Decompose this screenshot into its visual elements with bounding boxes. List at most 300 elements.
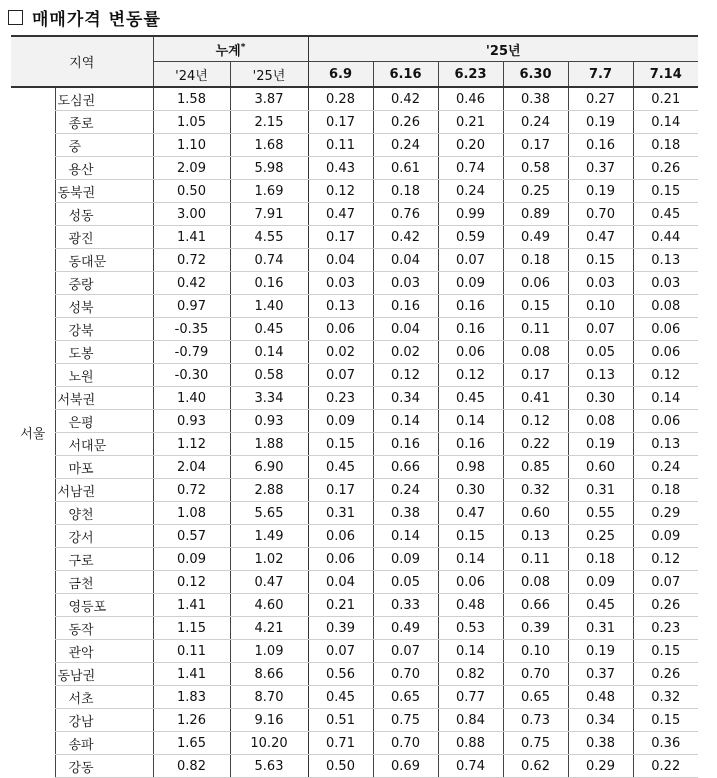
group-name-cell — [55, 663, 153, 686]
value-cell: 0.07 — [308, 640, 373, 663]
value-cell: 0.13 — [633, 249, 698, 272]
table-row — [11, 525, 698, 548]
value-cell: 0.14 — [438, 640, 503, 663]
value-cell: 0.16 — [438, 433, 503, 456]
value-cell: 1.15 — [153, 617, 230, 640]
header-week: 6.16 — [373, 62, 438, 88]
value-cell: 0.16 — [438, 295, 503, 318]
value-cell: 0.51 — [308, 709, 373, 732]
value-cell: 0.16 — [438, 318, 503, 341]
table-row — [11, 226, 698, 249]
value-cell: 0.19 — [568, 640, 633, 663]
value-cell: 0.14 — [633, 387, 698, 410]
district-name-cell — [55, 433, 153, 456]
value-cell: 0.14 — [230, 341, 308, 364]
value-cell: 1.12 — [153, 433, 230, 456]
row-label: 동대문 — [68, 254, 107, 270]
group-name-cell — [55, 180, 153, 203]
value-cell: 0.11 — [153, 640, 230, 663]
value-cell: 0.30 — [438, 479, 503, 502]
value-cell: 0.57 — [153, 525, 230, 548]
title-row — [8, 4, 161, 30]
value-cell: 0.42 — [373, 226, 438, 249]
header-region: 지역 — [11, 36, 153, 87]
value-cell: 0.06 — [308, 318, 373, 341]
value-cell: 0.26 — [373, 111, 438, 134]
row-label: 강서 — [68, 530, 94, 546]
value-cell: 0.11 — [503, 548, 568, 571]
row-label: 용산 — [68, 162, 94, 178]
value-cell: 0.13 — [503, 525, 568, 548]
row-label: 금천 — [68, 576, 94, 592]
value-cell: 0.26 — [633, 157, 698, 180]
value-cell: 0.05 — [568, 341, 633, 364]
value-cell: 0.30 — [568, 387, 633, 410]
value-cell: -0.79 — [153, 341, 230, 364]
row-label: 서대문 — [68, 438, 107, 454]
value-cell: 9.16 — [230, 709, 308, 732]
value-cell: 1.83 — [153, 686, 230, 709]
value-cell: 0.55 — [568, 502, 633, 525]
value-cell: 0.89 — [503, 203, 568, 226]
value-cell: 0.71 — [308, 732, 373, 755]
value-cell: 0.36 — [633, 732, 698, 755]
value-cell: 0.14 — [373, 525, 438, 548]
value-cell: 0.09 — [308, 410, 373, 433]
row-label: 구로 — [68, 553, 94, 569]
table-row — [11, 732, 698, 755]
value-cell: 0.88 — [438, 732, 503, 755]
value-cell: 0.06 — [438, 571, 503, 594]
district-name-cell — [55, 203, 153, 226]
value-cell: 0.49 — [373, 617, 438, 640]
value-cell: 0.72 — [153, 249, 230, 272]
value-cell: 0.49 — [503, 226, 568, 249]
value-cell: 0.15 — [633, 709, 698, 732]
row-label: 중랑 — [68, 277, 94, 293]
value-cell: 0.04 — [308, 249, 373, 272]
table-row — [11, 180, 698, 203]
value-cell: 0.65 — [373, 686, 438, 709]
district-name-cell — [55, 709, 153, 732]
value-cell: 0.18 — [568, 548, 633, 571]
table-row — [11, 548, 698, 571]
table-row — [11, 663, 698, 686]
value-cell: 0.14 — [633, 111, 698, 134]
row-label: 강북 — [68, 323, 94, 339]
table-row — [11, 318, 698, 341]
value-cell: 0.31 — [568, 617, 633, 640]
value-cell: 0.38 — [568, 732, 633, 755]
row-label: 서초 — [68, 691, 94, 707]
district-name-cell — [55, 111, 153, 134]
value-cell: 0.66 — [503, 594, 568, 617]
district-name-cell — [55, 755, 153, 778]
district-name-cell — [55, 341, 153, 364]
value-cell: -0.35 — [153, 318, 230, 341]
header-week: 6.9 — [308, 62, 373, 88]
value-cell: 0.47 — [308, 203, 373, 226]
value-cell: 0.08 — [633, 295, 698, 318]
value-cell: 0.26 — [633, 594, 698, 617]
value-cell: 0.17 — [503, 364, 568, 387]
value-cell: 0.09 — [153, 548, 230, 571]
table-row — [11, 479, 698, 502]
value-cell: 0.93 — [153, 410, 230, 433]
value-cell: 0.74 — [438, 755, 503, 778]
row-label: 서남권 — [57, 484, 96, 500]
district-name-cell — [55, 364, 153, 387]
table-row — [11, 571, 698, 594]
value-cell: -0.30 — [153, 364, 230, 387]
row-label: 도봉 — [68, 346, 94, 362]
value-cell: 0.06 — [308, 548, 373, 571]
value-cell: 7.91 — [230, 203, 308, 226]
value-cell: 0.16 — [568, 134, 633, 157]
district-name-cell — [55, 732, 153, 755]
header-y25: '25년 — [230, 62, 308, 88]
header-week: 6.23 — [438, 62, 503, 88]
table-row — [11, 341, 698, 364]
row-label: 노원 — [68, 369, 94, 385]
value-cell: 0.38 — [503, 87, 568, 111]
value-cell: 0.05 — [373, 571, 438, 594]
value-cell: 3.34 — [230, 387, 308, 410]
value-cell: 1.05 — [153, 111, 230, 134]
district-name-cell — [55, 594, 153, 617]
value-cell: 0.99 — [438, 203, 503, 226]
district-name-cell — [55, 456, 153, 479]
value-cell: 0.18 — [373, 180, 438, 203]
district-name-cell — [55, 640, 153, 663]
value-cell: 0.15 — [633, 180, 698, 203]
value-cell: 0.23 — [633, 617, 698, 640]
value-cell: 0.07 — [568, 318, 633, 341]
value-cell: 0.06 — [503, 272, 568, 295]
header-y24: '24년 — [153, 62, 230, 88]
value-cell: 0.12 — [633, 548, 698, 571]
value-cell: 0.42 — [153, 272, 230, 295]
value-cell: 0.21 — [308, 594, 373, 617]
value-cell: 0.27 — [568, 87, 633, 111]
row-label: 성북 — [68, 300, 94, 316]
value-cell: 2.04 — [153, 456, 230, 479]
table-row — [11, 433, 698, 456]
value-cell: 0.50 — [308, 755, 373, 778]
value-cell: 0.32 — [503, 479, 568, 502]
value-cell: 0.03 — [373, 272, 438, 295]
table-row — [11, 111, 698, 134]
value-cell: 0.18 — [633, 479, 698, 502]
table-row — [11, 387, 698, 410]
value-cell: 0.48 — [568, 686, 633, 709]
header-cumulative: 누계* — [153, 36, 308, 62]
value-cell: 0.16 — [230, 272, 308, 295]
district-name-cell — [55, 226, 153, 249]
value-cell: 0.12 — [373, 364, 438, 387]
table-row — [11, 134, 698, 157]
table-row — [11, 594, 698, 617]
value-cell: 0.09 — [568, 571, 633, 594]
table-header — [11, 36, 698, 87]
value-cell: 0.25 — [503, 180, 568, 203]
value-cell: 0.33 — [373, 594, 438, 617]
value-cell: 0.47 — [230, 571, 308, 594]
row-label: 마포 — [68, 461, 94, 477]
row-label: 종로 — [68, 116, 94, 132]
district-name-cell — [55, 295, 153, 318]
value-cell: 1.02 — [230, 548, 308, 571]
value-cell: 0.20 — [438, 134, 503, 157]
value-cell: 0.15 — [308, 433, 373, 456]
value-cell: 0.50 — [153, 180, 230, 203]
value-cell: 0.59 — [438, 226, 503, 249]
value-cell: 0.07 — [633, 571, 698, 594]
value-cell: 0.10 — [568, 295, 633, 318]
value-cell: 3.87 — [230, 87, 308, 111]
group-name-cell — [55, 479, 153, 502]
row-label: 송파 — [68, 737, 94, 753]
value-cell: 0.24 — [503, 111, 568, 134]
value-cell: 0.02 — [308, 341, 373, 364]
value-cell: 0.31 — [308, 502, 373, 525]
value-cell: 0.18 — [633, 134, 698, 157]
value-cell: 0.14 — [438, 410, 503, 433]
value-cell: 0.75 — [373, 709, 438, 732]
value-cell: 5.98 — [230, 157, 308, 180]
value-cell: 0.03 — [568, 272, 633, 295]
value-cell: 0.32 — [633, 686, 698, 709]
value-cell: 0.42 — [373, 87, 438, 111]
price-change-table — [11, 35, 698, 778]
row-label: 강동 — [68, 760, 94, 776]
value-cell: 0.70 — [373, 732, 438, 755]
district-name-cell — [55, 318, 153, 341]
value-cell: 0.19 — [568, 111, 633, 134]
header-week: 7.7 — [568, 62, 633, 88]
row-label: 광진 — [68, 231, 94, 247]
table-row — [11, 755, 698, 778]
district-name-cell — [55, 686, 153, 709]
group-name-cell — [55, 87, 153, 111]
table-row — [11, 686, 698, 709]
row-label: 도심권 — [57, 93, 96, 109]
value-cell: 0.60 — [568, 456, 633, 479]
table-row — [11, 203, 698, 226]
value-cell: 0.11 — [503, 318, 568, 341]
value-cell: 0.37 — [568, 157, 633, 180]
value-cell: 0.46 — [438, 87, 503, 111]
table-row — [11, 640, 698, 663]
value-cell: 0.13 — [633, 433, 698, 456]
value-cell: 0.76 — [373, 203, 438, 226]
value-cell: 1.09 — [230, 640, 308, 663]
table-row — [11, 364, 698, 387]
value-cell: 0.61 — [373, 157, 438, 180]
value-cell: 0.82 — [438, 663, 503, 686]
value-cell: 0.84 — [438, 709, 503, 732]
value-cell: 0.09 — [438, 272, 503, 295]
value-cell: 0.85 — [503, 456, 568, 479]
value-cell: 1.88 — [230, 433, 308, 456]
value-cell: 0.08 — [568, 410, 633, 433]
value-cell: 0.13 — [568, 364, 633, 387]
value-cell: 0.17 — [308, 111, 373, 134]
table-row — [11, 295, 698, 318]
value-cell: 0.93 — [230, 410, 308, 433]
district-name-cell — [55, 617, 153, 640]
value-cell: 0.45 — [230, 318, 308, 341]
value-cell: 0.34 — [568, 709, 633, 732]
value-cell: 0.16 — [373, 295, 438, 318]
value-cell: 0.24 — [373, 134, 438, 157]
value-cell: 0.09 — [373, 548, 438, 571]
value-cell: 0.56 — [308, 663, 373, 686]
table-row — [11, 617, 698, 640]
table-row — [11, 157, 698, 180]
value-cell: 0.22 — [633, 755, 698, 778]
value-cell: 0.07 — [308, 364, 373, 387]
value-cell: 0.15 — [503, 295, 568, 318]
value-cell: 0.19 — [568, 180, 633, 203]
value-cell: 0.03 — [308, 272, 373, 295]
row-label: 서북권 — [57, 392, 96, 408]
value-cell: 0.37 — [568, 663, 633, 686]
value-cell: 0.11 — [308, 134, 373, 157]
value-cell: 0.16 — [373, 433, 438, 456]
value-cell: 0.18 — [503, 249, 568, 272]
value-cell: 1.69 — [230, 180, 308, 203]
value-cell: 1.65 — [153, 732, 230, 755]
value-cell: 0.08 — [503, 341, 568, 364]
value-cell: 0.39 — [308, 617, 373, 640]
value-cell: 0.12 — [438, 364, 503, 387]
value-cell: 1.10 — [153, 134, 230, 157]
value-cell: 0.19 — [568, 433, 633, 456]
value-cell: 0.12 — [633, 364, 698, 387]
value-cell: 0.26 — [633, 663, 698, 686]
value-cell: 1.40 — [153, 387, 230, 410]
value-cell: 0.14 — [373, 410, 438, 433]
value-cell: 0.31 — [568, 479, 633, 502]
value-cell: 0.15 — [633, 640, 698, 663]
value-cell: 0.82 — [153, 755, 230, 778]
value-cell: 0.12 — [153, 571, 230, 594]
value-cell: 0.65 — [503, 686, 568, 709]
district-name-cell — [55, 502, 153, 525]
value-cell: 0.45 — [308, 456, 373, 479]
value-cell: 2.88 — [230, 479, 308, 502]
district-name-cell — [55, 410, 153, 433]
value-cell: 0.29 — [568, 755, 633, 778]
value-cell: 0.44 — [633, 226, 698, 249]
value-cell: 0.17 — [308, 226, 373, 249]
value-cell: 0.22 — [503, 433, 568, 456]
value-cell: 0.10 — [503, 640, 568, 663]
table-row — [11, 709, 698, 732]
value-cell: 4.21 — [230, 617, 308, 640]
district-name-cell — [55, 548, 153, 571]
row-label: 관악 — [68, 645, 94, 661]
value-cell: 0.45 — [308, 686, 373, 709]
value-cell: 0.45 — [633, 203, 698, 226]
value-cell: 0.17 — [308, 479, 373, 502]
value-cell: 0.17 — [503, 134, 568, 157]
value-cell: 0.75 — [503, 732, 568, 755]
value-cell: 0.47 — [568, 226, 633, 249]
value-cell: 1.68 — [230, 134, 308, 157]
value-cell: 0.25 — [568, 525, 633, 548]
value-cell: 0.24 — [438, 180, 503, 203]
value-cell: 0.70 — [503, 663, 568, 686]
value-cell: 1.41 — [153, 226, 230, 249]
district-name-cell — [55, 272, 153, 295]
value-cell: 0.12 — [308, 180, 373, 203]
value-cell: 0.13 — [308, 295, 373, 318]
header-year25: '25년 — [308, 36, 698, 62]
value-cell: 0.04 — [308, 571, 373, 594]
value-cell: 0.06 — [633, 410, 698, 433]
table-row — [11, 410, 698, 433]
region-cell: 서울 — [20, 427, 46, 443]
row-label: 양천 — [68, 507, 94, 523]
value-cell: 0.15 — [568, 249, 633, 272]
value-cell: 1.41 — [153, 594, 230, 617]
district-name-cell — [55, 525, 153, 548]
value-cell: 0.14 — [438, 548, 503, 571]
table-row — [11, 456, 698, 479]
value-cell: 0.07 — [438, 249, 503, 272]
value-cell: 1.40 — [230, 295, 308, 318]
value-cell: 0.72 — [153, 479, 230, 502]
checkbox-icon — [8, 10, 23, 25]
row-label: 동남권 — [57, 668, 96, 684]
value-cell: 0.41 — [503, 387, 568, 410]
value-cell: 0.06 — [308, 525, 373, 548]
value-cell: 1.41 — [153, 663, 230, 686]
table-row — [11, 87, 698, 111]
value-cell: 0.23 — [308, 387, 373, 410]
value-cell: 0.29 — [633, 502, 698, 525]
value-cell: 2.15 — [230, 111, 308, 134]
value-cell: 0.97 — [153, 295, 230, 318]
value-cell: 0.04 — [373, 318, 438, 341]
value-cell: 0.06 — [633, 341, 698, 364]
district-name-cell — [55, 571, 153, 594]
value-cell: 6.90 — [230, 456, 308, 479]
value-cell: 0.53 — [438, 617, 503, 640]
value-cell: 0.07 — [373, 640, 438, 663]
table-row — [11, 272, 698, 295]
table-title: 매매가격 변동률 — [32, 9, 161, 30]
value-cell: 5.65 — [230, 502, 308, 525]
value-cell: 0.06 — [633, 318, 698, 341]
row-label: 영등포 — [68, 599, 107, 615]
value-cell: 10.20 — [230, 732, 308, 755]
district-name-cell — [55, 249, 153, 272]
value-cell: 5.63 — [230, 755, 308, 778]
value-cell: 0.45 — [438, 387, 503, 410]
district-name-cell — [55, 134, 153, 157]
value-cell: 0.70 — [373, 663, 438, 686]
value-cell: 1.08 — [153, 502, 230, 525]
value-cell: 0.48 — [438, 594, 503, 617]
row-label: 중 — [68, 139, 82, 155]
value-cell: 0.21 — [438, 111, 503, 134]
value-cell: 0.21 — [633, 87, 698, 111]
value-cell: 0.03 — [633, 272, 698, 295]
header-week: 6.30 — [503, 62, 568, 88]
